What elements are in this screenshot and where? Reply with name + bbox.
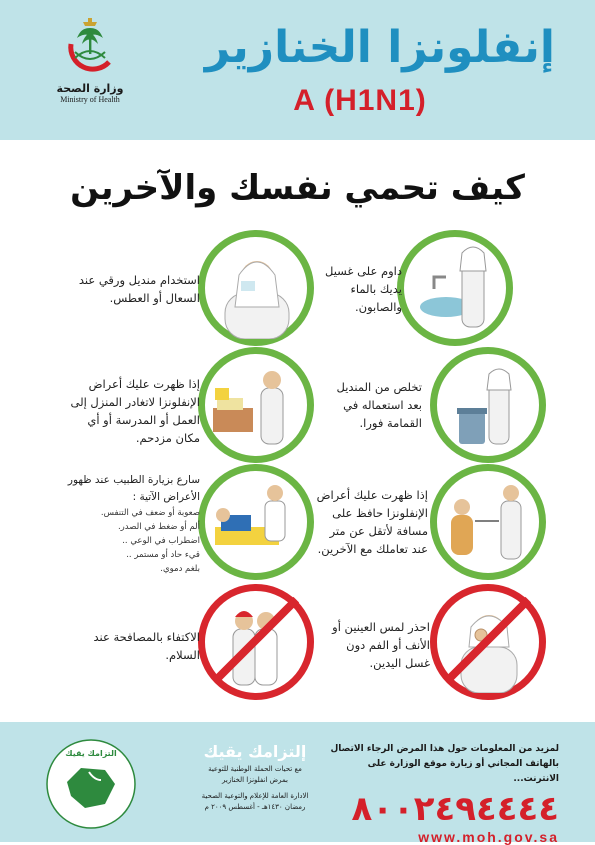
symptom-item: ألم أو ضغط في الصدر. [117, 522, 200, 532]
person-coughing-icon [205, 237, 307, 339]
virus-code: A (H1N1) [293, 84, 427, 117]
tip-tissue-cough: استخدام منديل ورقي عند السعال أو العطس. [78, 273, 200, 305]
hotline-number[interactable]: ٨٠٠٢٤٩٤٤٤٤ [351, 789, 559, 829]
admin-date: رمضان ١٤٣٠هـ - أغسطس ٢٠٠٩ م [204, 803, 306, 811]
ministry-name-ar: وزارة الصحة [56, 82, 124, 95]
person-sick-bed-icon [205, 354, 307, 456]
visit-doctor-illustration [198, 464, 314, 580]
website-link[interactable]: www.moh.gov.sa [418, 829, 559, 845]
keep-distance-illustration [430, 464, 546, 580]
symptom-item: قيء حاد أو مستمر .. [126, 550, 200, 560]
no-hugging-illustration [198, 584, 314, 700]
doctor-patient-icon [205, 471, 307, 573]
contact-line: بالهاتف المجاني أو زيارة موقع الوزارة على الانترنت... [367, 759, 559, 784]
contact-info [329, 742, 559, 845]
ministry-name-en: Ministry of Health [60, 95, 120, 104]
tip-keep-distance: إذا ظهرت عليك أعراض الإنفلونزا حافظ على مسافة لأتقل عن متر عند تعاملك مع الآخرين. [316, 488, 428, 556]
campaign-line: مع تحيات الحملة الوطنية للتوعية [208, 765, 302, 773]
ministry-logo [40, 14, 140, 126]
slogan: إلتزامك يقيك [203, 742, 307, 761]
dispose-tissue-illustration [430, 347, 546, 463]
tip-no-touch-face: احذر لمس العينين أو الأنف أو الفم دون غسل اليدين. [332, 620, 430, 670]
header-banner [0, 0, 595, 140]
symptom-item: اضطراب في الوعي .. [122, 536, 200, 546]
no-touch-face-illustration [430, 584, 546, 700]
campaign-info [180, 740, 330, 813]
tissue-cough-illustration [198, 230, 314, 346]
hand-washing-icon [404, 237, 506, 339]
tip-stay-home: إذا ظهرت عليك أعراض الإنفلونزا لاتغادر المنزل إلى العمل أو المدرسة أو أي مكان مزدحم. [70, 377, 200, 445]
contact-line: لمزيد من المعلومات حول هذا المرض الرجاء الاتصال [330, 744, 559, 754]
palm-swords-emblem-icon [61, 14, 119, 76]
admin-line: الادارة العامة للإعلام والتوعية الصحية [201, 792, 309, 800]
stay-home-illustration [198, 347, 314, 463]
poster-subtitle: كيف تحمي نفسك والآخرين [70, 168, 525, 208]
tip-dispose-tissue: تخلص من المنديل بعد استعماله في القمامة فورا. [336, 380, 422, 430]
visit-doctor-title: سارع بزيارة الطبيب عند ظهور الأعراض الآتية : [67, 474, 200, 503]
trash-bin-icon [437, 354, 539, 456]
tip-wash-hands: داوم على غسيل يديك بالماء والصابون. [324, 264, 402, 314]
symptom-item: صعوبة أو ضعف في التنفس. [100, 508, 200, 518]
symptom-item: بلغم دموي. [160, 564, 200, 574]
wash-hands-illustration [397, 230, 513, 346]
campaign-logo [45, 738, 137, 830]
tip-visit-doctor [60, 472, 200, 576]
footer-banner [0, 722, 595, 845]
campaign-line: بمرض انفلونزا الخنازير [222, 776, 288, 784]
campaign-logo-text: التزامك يقيك [65, 749, 117, 758]
poster-title: إنفلونزا الخنازير [204, 22, 555, 73]
tip-handshake-only: الاكتفاء بالمصافحة عند السلام. [93, 630, 200, 662]
people-distance-icon [437, 471, 539, 573]
